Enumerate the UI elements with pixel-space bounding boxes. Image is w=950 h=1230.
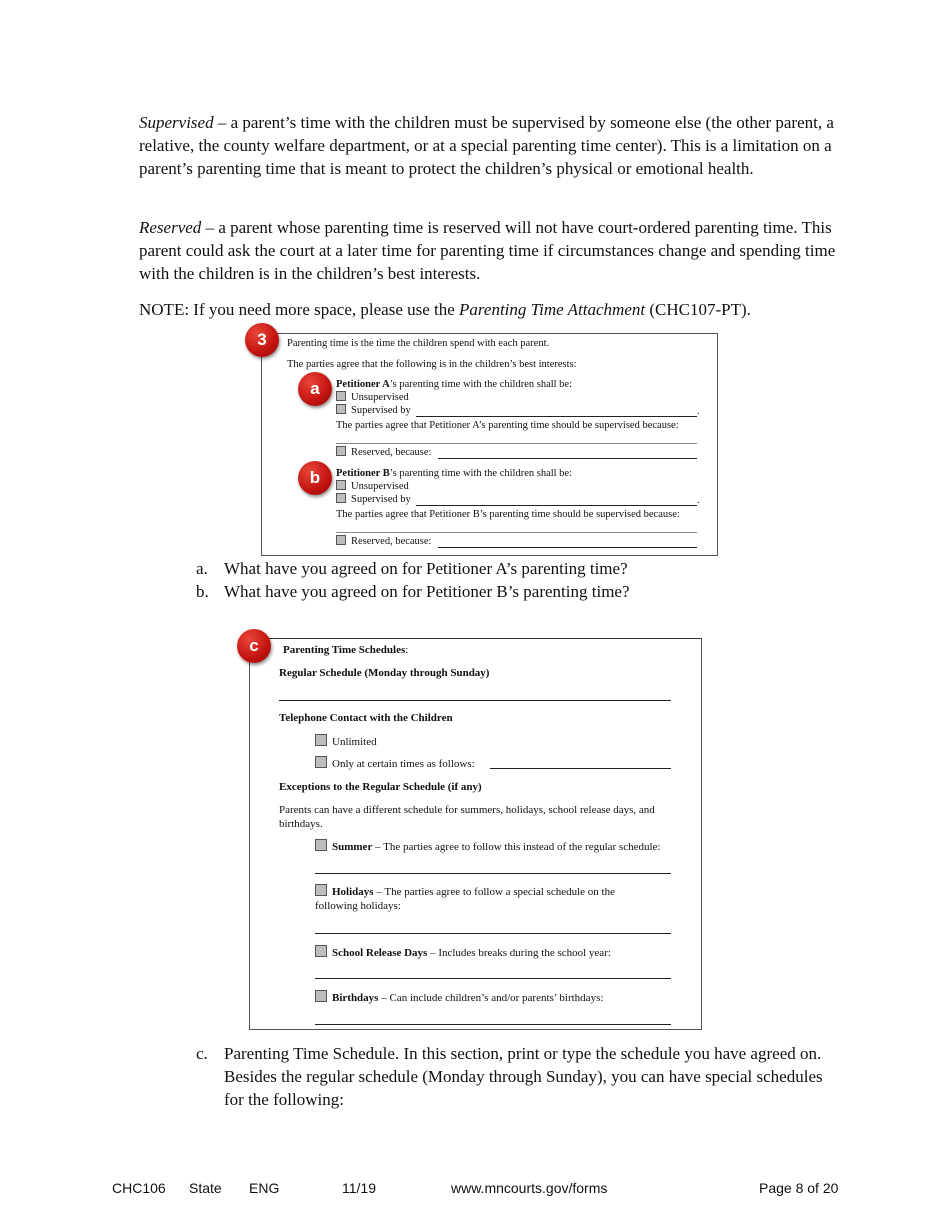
reserved-term: Reserved [139,218,202,237]
b-supervised-checkbox[interactable] [336,493,346,503]
subsection-a-badge: a [298,372,332,406]
holidays-line [315,933,671,934]
holidays-label: Holidays [332,886,374,898]
regular-schedule-heading: Regular Schedule (Monday through Sunday) [279,667,490,679]
schedules-title-colon: : [405,644,409,656]
a-supervised-option[interactable] [336,404,411,417]
school-release-label: School Release Days [332,947,428,959]
note-paragraph [139,298,899,321]
summer-line [315,873,671,874]
footer-url[interactable]: www.mncourts.gov/forms [451,1180,608,1196]
b-reserved-line [438,547,697,548]
section-c-badge: c [237,629,271,663]
b-reserved-option[interactable] [336,535,431,548]
regular-schedule-line [279,700,671,701]
form3-agree: The parties agree that the following is in the children’s best interests: [287,359,577,370]
b-because-line [336,532,697,533]
b-unsupervised-option[interactable] [336,480,409,493]
note-prefix: NOTE: If you need more space, please use the [139,300,460,319]
footer-language: ENG [249,1180,280,1196]
b-period: . [697,495,700,506]
a-unsupervised-option[interactable] [336,391,409,404]
footer-state: State [189,1180,222,1196]
schedules-title [283,643,408,657]
certain-times-option[interactable] [315,756,475,771]
supervised-term: Supervised [139,113,214,132]
birthdays-description: – Can include children’s and/or parents’ birthdays: [378,992,604,1004]
subsection-b-badge: b [298,461,332,495]
form3-intro: Parenting time is the time the children spend with each parent. [287,338,550,349]
petitioner-a-heading [336,378,572,391]
a-because-text: The parties agree that Petitioner A’s parenting time should be supervised because: [336,420,679,431]
question-c-text: Parenting Time Schedule. In this section, print or type the schedule you have agreed on. Besides the regular schedule (Monday through Sunday), you can have special schedules for the following: [224,1044,823,1109]
summer-option[interactable] [315,839,660,854]
holidays-description: – The parties agree to follow a special schedule on the following holidays: [315,886,615,912]
b-supervised-label: Supervised by [351,494,411,505]
a-supervised-label: Supervised by [351,405,411,416]
question-b-text: What have you agreed on for Petitioner B’s parenting time? [224,582,630,601]
question-a-text: What have you agreed on for Petitioner A’s parenting time? [224,559,628,578]
holidays-option[interactable] [315,884,655,913]
b-because-text: The parties agree that Petitioner B’s parenting time should be supervised because: [336,509,680,520]
footer-form-code: CHC106 [112,1180,166,1196]
b-reserved-checkbox[interactable] [336,535,346,545]
note-attachment-title: Parenting Time Attachment [459,300,646,319]
question-a-letter: a. [196,559,208,578]
a-reserved-option[interactable] [336,446,431,459]
birthdays-label: Birthdays [332,992,379,1004]
school-release-line [315,978,671,979]
b-reserved-label: Reserved, because: [351,536,432,547]
birthdays-option[interactable] [315,990,603,1005]
unlimited-label: Unlimited [332,736,377,748]
footer-date: 11/19 [342,1180,376,1196]
petitioner-a-label: Petitioner A [336,379,390,390]
summer-checkbox[interactable] [315,839,327,851]
note-suffix: (CHC107-PT). [645,300,751,319]
supervised-text: – a parent’s time with the children must be supervised by someone else (the other parent, a relative, the county welfare department, or at a special parenting time center). This is a limitation on a parent’s parenting time that is meant to protect the children’s physical or emotional health. [139,113,834,178]
question-c-letter: c. [196,1044,208,1063]
footer-page-number: Page 8 of 20 [759,1180,839,1196]
school-release-description: – Includes breaks during the school year: [427,947,611,959]
reserved-paragraph [139,216,839,285]
petitioner-a-heading-rest: ’s parenting time with the children shall be: [389,379,573,390]
a-period: . [697,406,700,417]
summer-label: Summer [332,841,373,853]
a-reserved-line [438,458,697,459]
a-reserved-checkbox[interactable] [336,446,346,456]
schedules-title-text: Parenting Time Schedules [283,644,406,656]
certain-times-label: Only at certain times as follows: [332,758,475,770]
a-because-line [336,443,697,444]
birthdays-checkbox[interactable] [315,990,327,1002]
unlimited-checkbox[interactable] [315,734,327,746]
b-supervised-option[interactable] [336,493,411,506]
school-release-checkbox[interactable] [315,945,327,957]
petitioner-b-heading-rest: ’s parenting time with the children shall be: [389,468,573,479]
a-reserved-label: Reserved, because: [351,447,432,458]
a-supervised-checkbox[interactable] [336,404,346,414]
summer-description: – The parties agree to follow this instead of the regular schedule: [372,841,661,853]
unlimited-option[interactable] [315,734,377,749]
a-unsupervised-label: Unsupervised [351,392,409,403]
petitioner-b-label: Petitioner B [336,468,390,479]
telephone-heading: Telephone Contact with the Children [279,712,453,724]
section-3-badge: 3 [245,323,279,357]
school-release-option[interactable] [315,945,611,960]
form-section-c-image [249,638,702,1030]
b-unsupervised-label: Unsupervised [351,481,409,492]
a-supervised-by-line [416,416,697,417]
reserved-text: – a parent whose parenting time is reserved will not have court-ordered parenting time. This parent could ask the court at a later time for parenting time if circumstances change and spending time with the children is in the children’s best interests. [139,218,836,283]
a-unsupervised-checkbox[interactable] [336,391,346,401]
holidays-checkbox[interactable] [315,884,327,896]
exceptions-heading: Exceptions to the Regular Schedule (if any) [279,781,482,793]
certain-times-checkbox[interactable] [315,756,327,768]
b-unsupervised-checkbox[interactable] [336,480,346,490]
certain-times-line [490,768,671,769]
petitioner-b-heading [336,467,572,480]
birthdays-line [315,1024,671,1025]
supervised-paragraph [139,111,839,180]
b-supervised-by-line [416,505,697,506]
exceptions-text: Parents can have a different schedule for summers, holidays, school release days, and birthdays. [279,804,655,830]
question-b-letter: b. [196,582,209,601]
